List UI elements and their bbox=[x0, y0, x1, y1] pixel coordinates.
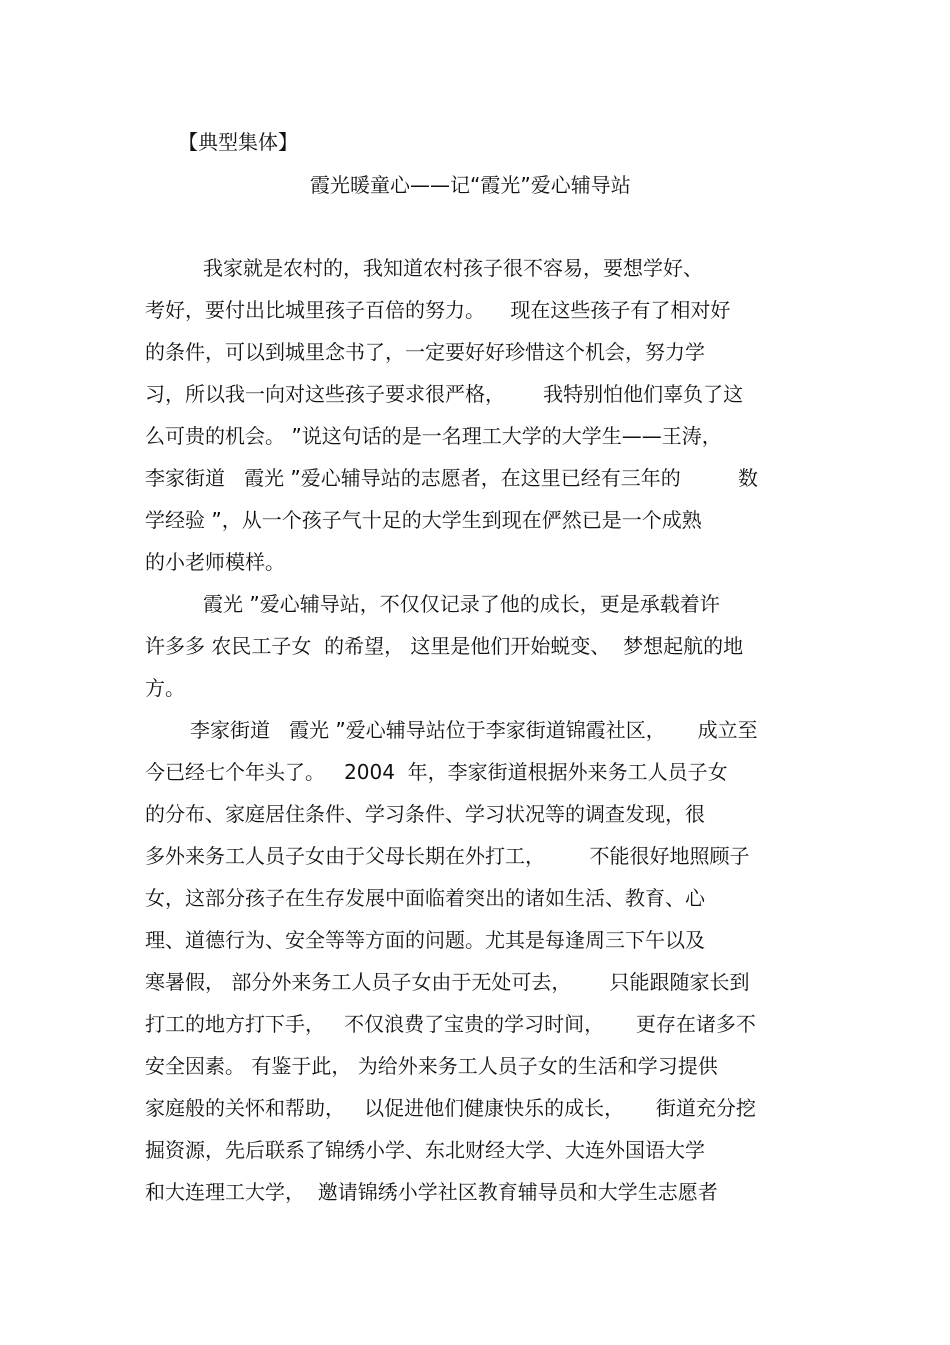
body-line: 习，所以我一向对这些孩子要求很严格， 我特别怕他们辜负了这 bbox=[145, 382, 744, 406]
body-line: 寒暑假， 部分外来务工人员子女由于无处可去， 只能跟随家长到 bbox=[145, 970, 750, 994]
body-line: 我家就是农村的，我知道农村孩子很不容易，要想学好、 bbox=[203, 256, 703, 280]
body-line: 方。 bbox=[145, 676, 185, 700]
body-line: 么可贵的机会。 ”说这句话的是一名理工大学的大学生——王涛， bbox=[145, 424, 722, 448]
body-line: 多外来务工人员子女由于父母长期在外打工， 不能很好地照顾子 bbox=[145, 844, 750, 868]
body-line: 安全因素。 有鉴于此， 为给外来务工人员子女的生活和学习提供 bbox=[145, 1054, 718, 1078]
body-line: 女，这部分孩子在生存发展中面临着突出的诸如生活、教育、心 bbox=[145, 886, 705, 910]
body-line: 打工的地方打下手， 不仅浪费了宝贵的学习时间， 更存在诸多不 bbox=[145, 1012, 756, 1036]
body-line: 的小老师模样。 bbox=[145, 550, 285, 574]
body-line: 李家街道 霞光 ”爱心辅导站位于李家街道锦霞社区， 成立至 bbox=[190, 718, 758, 742]
body-line: 和大连理工大学， 邀请锦绣小学社区教育辅导员和大学生志愿者 bbox=[145, 1180, 718, 1204]
body-line: 许多多 农民工子女 的希望， 这里是他们开始蜕变、 梦想起航的地 bbox=[145, 634, 744, 658]
body-line: 学经验 ”，从一个孩子气十足的大学生到现在俨然已是一个成熟 bbox=[145, 508, 702, 532]
body-line: 李家街道 霞光 ”爱心辅导站的志愿者，在这里已经有三年的 数 bbox=[145, 466, 759, 490]
category-heading: 【典型集体】 bbox=[178, 130, 298, 154]
body-line: 的条件，可以到城里念书了，一定要好好珍惜这个机会，努力学 bbox=[145, 340, 705, 364]
body-line: 掘资源，先后联系了锦绣小学、东北财经大学、大连外国语大学 bbox=[145, 1138, 705, 1162]
body-line: 霞光 ”爱心辅导站，不仅仅记录了他的成长，更是承载着许 bbox=[203, 592, 720, 616]
body-line: 理、道德行为、安全等等方面的问题。尤其是每逢周三下午以及 bbox=[145, 928, 705, 952]
body-line: 今已经七个年头了。 2004 年，李家街道根据外来务工人员子女 bbox=[145, 760, 728, 784]
body-line: 的分布、家庭居住条件、学习条件、学习状况等的调查发现，很 bbox=[145, 802, 705, 826]
body-line: 考好，要付出比城里孩子百倍的努力。 现在这些孩子有了相对好 bbox=[145, 298, 731, 322]
article-title: 霞光暖童心——记“霞光”爱心辅导站 bbox=[310, 173, 631, 197]
body-line: 家庭般的关怀和帮助， 以促进他们健康快乐的成长， 街道充分挖 bbox=[145, 1096, 756, 1120]
